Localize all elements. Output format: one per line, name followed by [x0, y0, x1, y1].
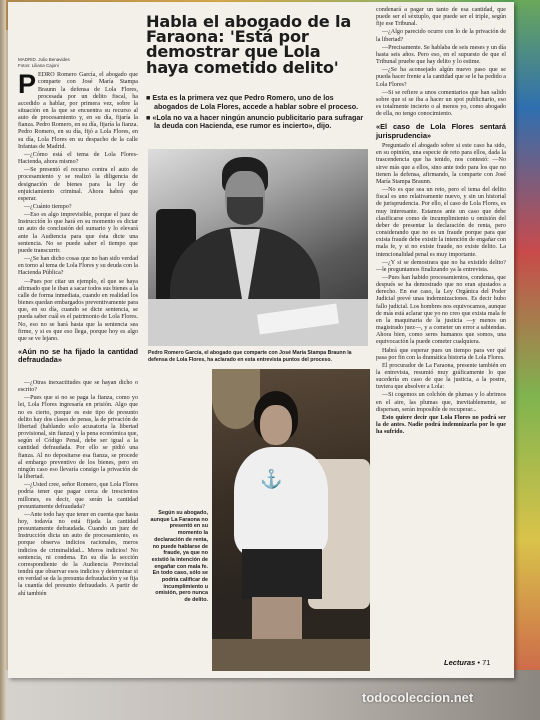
- byline-author: MADRID. Julio Benavides: [18, 57, 70, 62]
- paragraph: —¿Otras inexactitudes que se hayan dicho o escrito?: [18, 380, 138, 394]
- photo-caption-lola: Según su abogado, aunque La Faraona no presentó en su momento la declaración de renta, no puede hablarse de fraude, ya que no existió la intención de engañar con mala fe. En todo caso, sólo se podría calificar de incumplimiento u omisión, pero nunca de delito.: [150, 510, 208, 604]
- paragraph: —Pues han habido procesamientos, condenas, que después se ha demostrado que no eran ajustados a derecho. En ese caso, la Ley Orgánica del Poder Judicial prevé unas indemnizaciones. Es decir hubo fallo judicial. Los hombres nos equivocamos, aunque de más está aclarar que yo no creo que exista mala fe en la maquinaria de la justicia —y menos un magistrado juez—, y a cometer un error a sabiendas. Ahora bien, como seres humanos que somos, una equivocación la puede cometer cualquiera.: [376, 274, 506, 346]
- paragraph: El procurador de La Faraona, presente también en la entrevista, resumió muy gráficamente lo que sucedería en caso de que la justicia, a la postre, tuviera que absolver a Lola:: [376, 362, 506, 391]
- paragraph: —Si cogemos un colchón de plumas y lo abrimos en el aire, las plumas que, inevitablemente, se dispersan, serán imposible de recuperar...: [376, 392, 506, 413]
- column-1: [18, 57, 138, 368]
- photo-lawyer: [148, 149, 368, 346]
- byline-photos: Fotos: Liliana Cajoni: [18, 62, 59, 68]
- paragraph: —¿Se han dicho cosas que no han sido verdad en torno al tema de Lola Flores y su deuda con la Hacienda Pública?: [18, 256, 138, 277]
- photo-caption-lawyer: Pedro Romero García, el abogado que comparte con José María Stampa Braunn la defensa de Lola Flores, ha aclarado en esta entrevista puntos del proceso.: [148, 350, 352, 363]
- anchor-icon: ⚓: [260, 469, 283, 489]
- byline: [18, 57, 138, 68]
- photo-lola-flores: [212, 369, 370, 671]
- paragraph: Preguntado el abogado sobre si este caso ha sido, en su opinión, una especie de reto para ellos, dada la trascendencia que ha tenido, nos contestó: —No sirve más que a ellos, sino ante todo para los que no tienen la defensa, afirmando, la comparte con José María Stampa Braunn.: [376, 143, 506, 185]
- paragraph: —Si se refiere a unos comentarios que han salido sobre que si se iba a hacer un spot publicitario, eso es totalmente incierto o al menos yo, como abogado de ella, no tengo conocimiento.: [376, 89, 506, 118]
- paragraph: —No es que sea un reto, pero el tema del delito fiscal es uno relativamente nuevo, y sin un historial de jurisprudencia. Por ello, el caso de Lola Flores, es muy interesante. Estamos ante un caso que debe clasificarse como de incumplimiento u omisión del deber de presentar la declaración de renta, pero considerando que no es un fraude porque para que exista fraude debe existir la intención de engañar con mala fe, y si no existe fraude, no existe delito. La intencionalidad penal es muy importante.: [376, 187, 506, 258]
- paragraph: —¿Cuánto tiempo?: [24, 204, 72, 210]
- paragraph: —Pues que si no se paga la fianza, como yo lei, Lola Flores ingresaría en prisión. Algo que no es cierto, porque es este tipo de presunto delito hay dos clases de penas, la de privación de libertad (hablando solo acusatoria la libertad provisional, sin fianza) y la pena económica que, según el Código Penal, debe ser igual a la cantidad defraudada. Por ello se pidió una fianza. Al no depositarse esa fianza, se procede al embargo preventivo de los bienes, pero en ningún caso eso llevaría consigo la privación de la libertad.: [18, 395, 138, 481]
- paragraph: —Precisamente. Se hablaba de seis meses y un día hasta seis años. Pero eso, en el supuesto de que el Tribunal pruebe que hay delito y lo estime.: [376, 44, 506, 66]
- deck-item: ■ Esta es la primera vez que Pedro Romero, uno de los abogados de Lola Flores, accede a hablar sobre el proceso.: [146, 93, 359, 111]
- paragraph: —¿Cómo está el tema de Lola Flores-Hacienda, ahora mismo?: [18, 151, 138, 166]
- subheading: «Aún no se ha fijado la cantidad defraudada»: [18, 346, 138, 365]
- subheading: «El caso de Lola Flores sentará jurisprudencia»: [376, 122, 506, 140]
- watermark: todocoleccion.net: [362, 690, 474, 705]
- paragraph: —¿Y si se demostrara que no ha existido delito? —le preguntamos finalizando ya la entrevista.: [376, 259, 506, 273]
- intro-paragraph: EDRO Romero García, el abogado que comparte con José María Stampa Braunn la defensa de Lola Flores, procesada por un delito fiscal, ha accedido a hablar, por primera vez, sobre la situación en la que se encuentra su recurso al auto de procesamiento y, en su día, fijaría la fianza. Pedro Romero, en su día, fijaría la fianza. Pedro Romero, en su día, fijó a Lola Flores, en su día, Lola Flores en su despacho de la calle Infantas de Madrid.: [18, 72, 138, 150]
- page-number: • 71: [477, 658, 491, 667]
- column-4: [376, 7, 506, 437]
- paragraph: —¿Se ha aconsejado algún nuevo paso que se pueda hacer frente a la cantidad que se le ha pedido a Lola Flores?: [376, 67, 506, 88]
- page-crease: [0, 0, 6, 720]
- deck: [146, 94, 364, 133]
- closing-paragraph: Esto quiere decir que Lola Flores no podrá ser la de antes. Nadie podrá indemnizarla por lo que ha sufrido.: [376, 414, 506, 436]
- paragraph: condenará a pagar un tanto de esa cantidad, que puede ser el séxtuplo, que puede ser el triple, según fije ese Tribunal.: [376, 7, 506, 28]
- column-2: [18, 380, 138, 599]
- paragraph: —¿Algo parecido ocurre con lo de la privación de la libertad?: [376, 29, 506, 43]
- paragraph: —Ante todo hay que tener en cuenta que hasta hoy, todavía no está fijada la cantidad presuntamente defraudada. Cuando un juez de Instrucción dicta un auto de procesamiento, es porque observa indicios racionales, meros indicios de criminalidad... Meros indicios! No sentencia, ni condena. En su día la sección correspondiente de la Audiencia Provincial tendrá que observar esos indicios y determinar si en verdad se da la presunta defraudación y se fija la cuantía del presunto defraudado. A partir de ahí también: [18, 511, 138, 597]
- paragraph: —Se presentó el recurso contra el auto de procesamiento y se realizó la diligencia de designación de bienes para la ley de enjuiciamiento criminal. Ahora habrá que esperar.: [18, 167, 138, 202]
- magazine-name: Lecturas: [444, 658, 476, 667]
- headline: Habla el abogado de la Faraona: 'Está por demostrar que Lola haya cometido delito': [146, 12, 352, 77]
- background-right-strip: [514, 0, 540, 720]
- magazine-page: [8, 2, 514, 678]
- deck-item: ■ «Lola no va a hacer ningún anuncio publicitario para sufragar la deuda con Hacienda, ese rumor es incierto», dijo.: [146, 112, 364, 131]
- drop-cap: P: [18, 69, 37, 100]
- page-footer: [444, 658, 490, 667]
- paragraph: Habrá que esperar pues un tiempo para ver qué pasa por fin con la dramática historia de Lola Flores.: [376, 347, 506, 361]
- paragraph: —¿Usted cree, señor Romero, que Lola Flores podría tener que pagar cerca de trescientos millones, es decir, que serán la cantidad presuntamente defraudada?: [18, 482, 138, 510]
- paragraph: —Pues por citar un ejemplo, el que se haya afirmado que le iban a sacar todos sus bienes a la calle de forma inmediata, cuando en realidad los bienes quedan embargados preventivamente para que, en su día, cuando se dicte sentencia, se pueda saber cuál es el patrimonio de Lola Flores. No, eso no se hará hasta que la sentencia sea firme, y si es que eso llega, porque hoy es algo que se ve lejano.: [18, 278, 138, 342]
- paragraph: —Eso es algo imprevisible, porque el juez de Instrucción lo que hará en su momento es dictar un auto de conclusión del sumario y lo elevará ante la Audiencia para que ésta dicte una sentencia. No se puede saber el tiempo que puede transcurrir.: [18, 212, 138, 254]
